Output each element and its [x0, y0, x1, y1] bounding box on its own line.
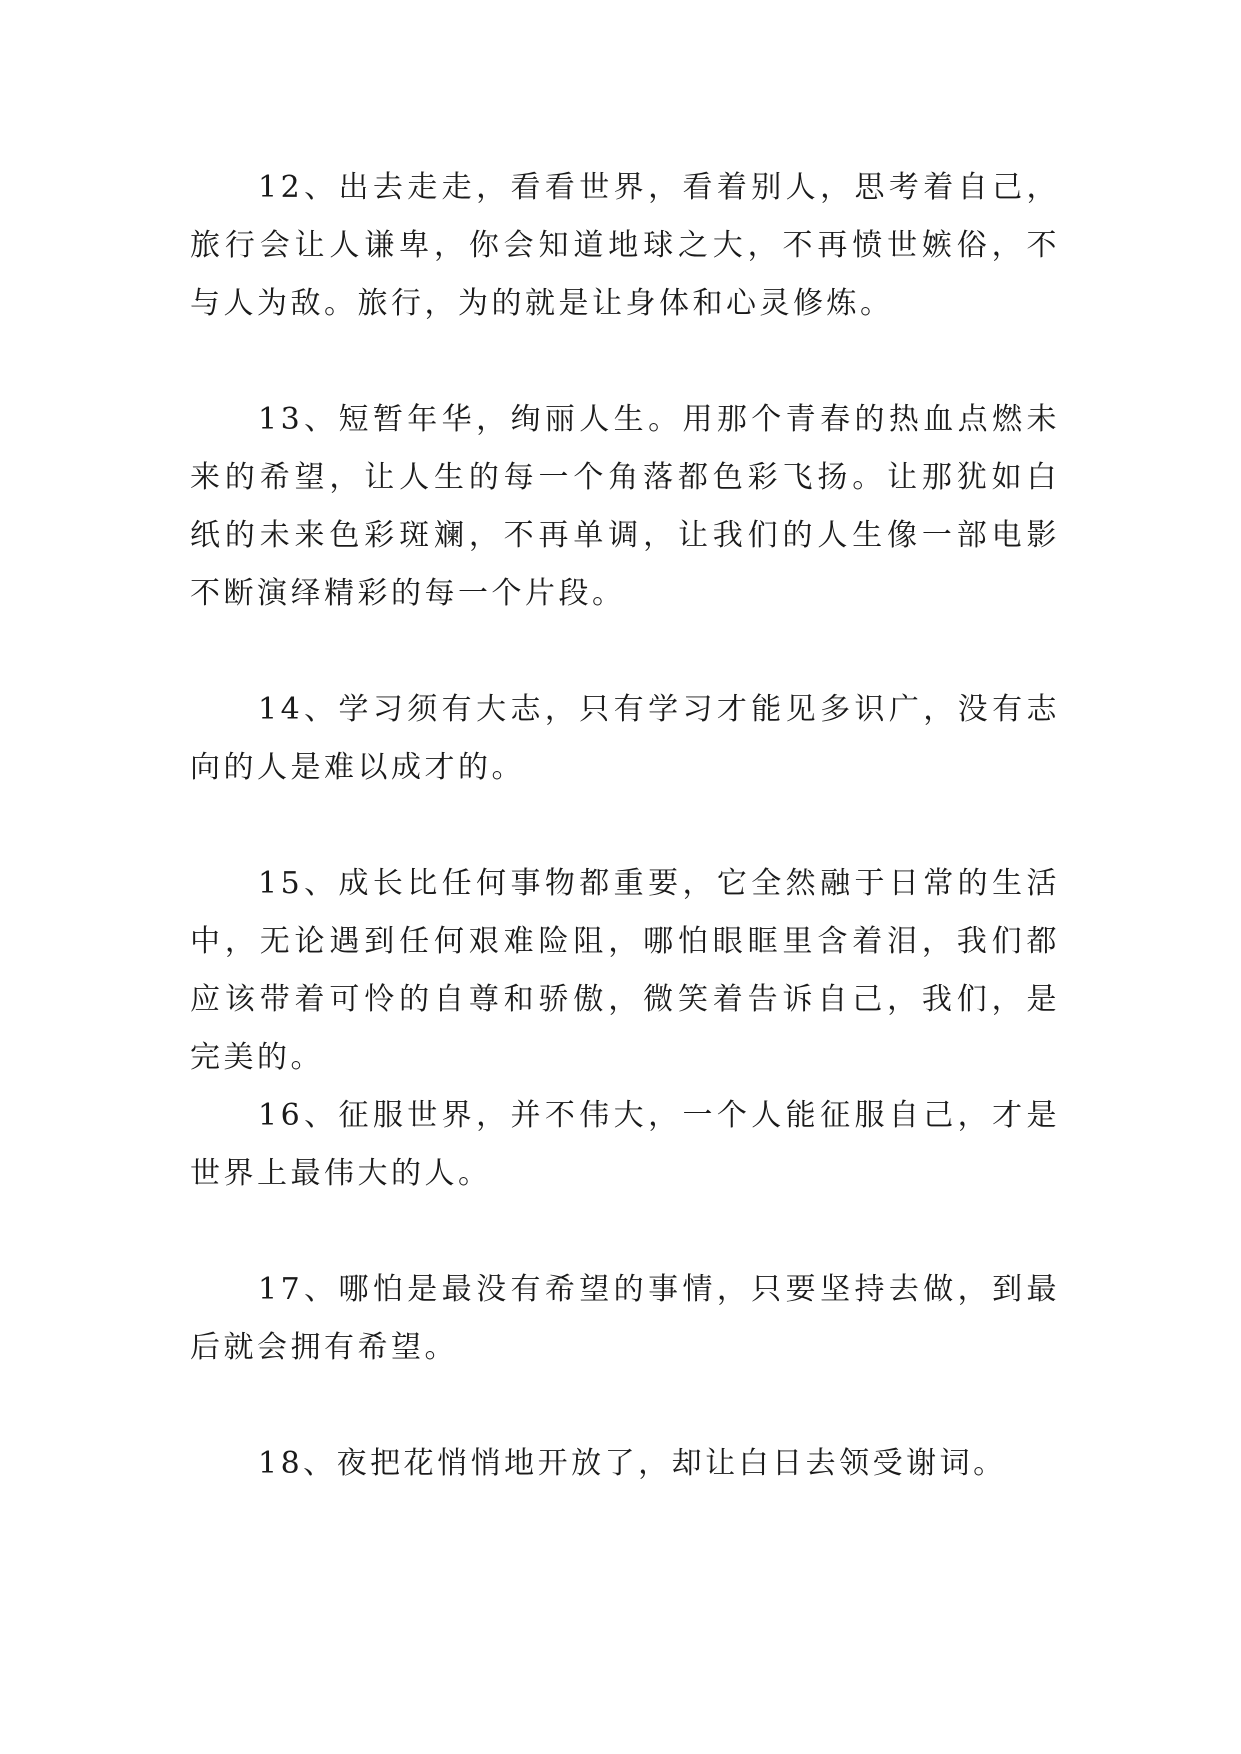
quote-paragraph-16: 16、征服世界，并不伟大，一个人能征服自己，才是世界上最伟大的人。: [190, 1098, 1060, 1191]
quote-paragraph-12: 12、出去走走，看看世界，看着别人，思考着自己，旅行会让人谦卑，你会知道地球之大，不再愤世嫉俗，不与人为敌。旅行，为的就是让身体和心灵修炼。: [190, 170, 1060, 321]
quote-paragraph-14: 14、学习须有大志，只有学习才能见多识广，没有志向的人是难以成才的。: [190, 692, 1060, 785]
quote-paragraph-17: 17、哪怕是最没有希望的事情，只要坚持去做，到最后就会拥有希望。: [190, 1272, 1060, 1365]
quote-paragraph-18: 18、夜把花悄悄地开放了，却让白日去领受谢词。: [258, 1446, 1007, 1481]
quote-paragraph-15: 15、成长比任何事物都重要，它全然融于日常的生活中，无论遇到任何艰难险阻，哪怕眼眶里含着泪，我们都应该带着可怜的自尊和骄傲，微笑着告诉自己，我们，是完美的。: [190, 866, 1060, 1075]
quote-paragraph-13: 13、短暂年华，绚丽人生。用那个青春的热血点燃未来的希望，让人生的每一个角落都色彩飞扬。让那犹如白纸的未来色彩斑斓，不再单调，让我们的人生像一部电影不断演绎精彩的每一个片段。: [190, 402, 1060, 611]
